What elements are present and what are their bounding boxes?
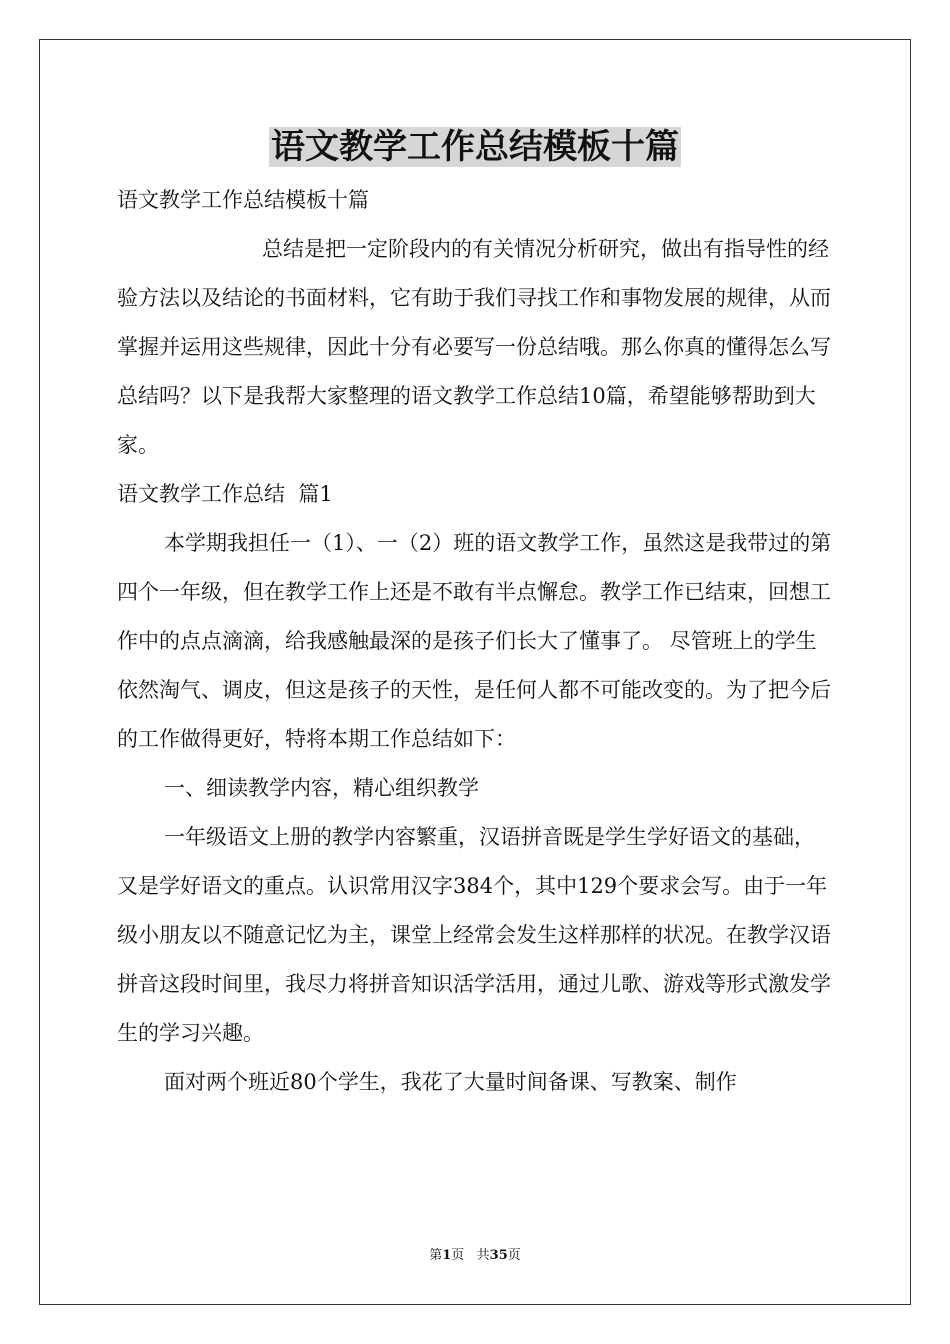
- page-current: 1: [442, 1248, 452, 1263]
- document-body: [117, 176, 833, 1107]
- page-suffix: 页: [507, 1248, 521, 1263]
- body-paragraph: 面对两个班近80个学生，我花了大量时间备课、写教案、制作: [164, 1070, 737, 1094]
- page-total: 35: [489, 1248, 508, 1263]
- page-mid: 页 共: [451, 1248, 490, 1263]
- subheading: 一、细读教学内容，精心组织教学: [164, 776, 479, 800]
- page-prefix: 第: [429, 1248, 443, 1263]
- document-title-text: 语文教学工作总结模板十篇: [271, 127, 679, 167]
- document-title: [0, 124, 950, 170]
- intro-paragraph: 总结是把一定阶段内的有关情况分析研究，做出有指导性的经验方法以及结论的书面材料，它有助于我们寻找工作和事物发展的规律，从而掌握并运用这些规律，因此十分有必要写一份总结哦。那么你真的懂得怎么写总结吗？以下是我帮大家整理的语文教学工作总结10篇，希望能够帮助到大家。: [117, 237, 831, 457]
- body-paragraph: 本学期我担任一（1）、一（2）班的语文教学工作，虽然这是我带过的第四个一年级，但在教学工作上还是不敢有半点懈怠。教学工作已结束，回想工作中的点点滴滴，给我感触最深的是孩子们长大了懂事了。 尽管班上的学生依然淘气、调皮，但这是孩子的天性，是任何人都不可能改变的。为了把今后的工作做得更好，特将本期工作总结如下：: [117, 531, 832, 751]
- document-subtitle: 语文教学工作总结模板十篇: [117, 188, 369, 212]
- body-paragraph: 一年级语文上册的教学内容繁重，汉语拼音既是学生学好语文的基础，又是学好语文的重点。认识常用汉字384个，其中129个要求会写。由于一年级小朋友以不随意记忆为主，课堂上经常会发生这样那样的状况。在教学汉语拼音这段时间里，我尽力将拼音知识活学活用，通过儿歌、游戏等形式激发学生的学习兴趣。: [117, 825, 831, 1045]
- section-heading: 语文教学工作总结 篇1: [117, 482, 333, 506]
- page-footer: [0, 1247, 950, 1265]
